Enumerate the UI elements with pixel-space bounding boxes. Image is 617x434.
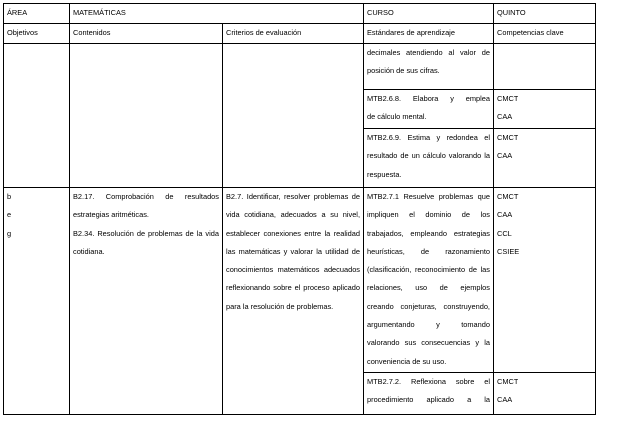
criterion-line: las matemáticas y valorar la utilidad de — [226, 246, 360, 256]
row5-competencies — [497, 373, 518, 410]
column-header-estandares: Estándares de aprendizaje — [367, 28, 455, 37]
header-subject: MATEMÁTICAS — [73, 8, 126, 17]
competency-code: CAA — [497, 210, 513, 220]
row2-competencies — [497, 90, 518, 127]
objective-code: e — [7, 210, 12, 220]
standard-line: heurísticas, de razonamiento — [367, 246, 490, 256]
column-divider — [222, 23, 223, 415]
competency-code: CAA — [497, 112, 513, 122]
content-line: B2.17. Comprobación de resultados — [73, 192, 219, 201]
table-border-left — [3, 3, 4, 415]
row3-competencies — [497, 129, 518, 166]
objective-code: b — [7, 192, 12, 201]
standard-line: posición de sus cifras. — [367, 66, 440, 76]
columns-divider — [3, 43, 596, 44]
column-header-criterios: Criterios de evaluación — [226, 28, 302, 37]
content-line: B2.34. Resolución de problemas de la vida — [73, 228, 219, 238]
standard-line: de cálculo mental. — [367, 112, 427, 122]
standard-line: decimales atendiendo al valor de — [367, 48, 490, 57]
criterion-line: B2.7. Identificar, resolver problemas de — [226, 192, 360, 201]
competency-code: CAA — [497, 395, 513, 405]
header-course-value: QUINTO — [497, 8, 526, 17]
standard-line: impliquen el dominio de los — [367, 210, 490, 220]
row4-objectives — [7, 188, 11, 243]
criterion-line: vida cotidiana, adecuados a su nivel, — [226, 210, 360, 220]
criterion-line: para la resolución de problemas. — [226, 301, 334, 311]
standard-line: (clasificación, reconocimiento de las — [367, 265, 490, 275]
column-header-competencias: Competencias clave — [497, 28, 564, 37]
header-course-label: CURSO — [367, 8, 394, 17]
criterion-line: establecer conexiones entre la realidad — [226, 228, 360, 238]
competency-code: CAA — [497, 151, 513, 161]
competency-code: CMCT — [497, 94, 519, 103]
standard-line: argumentando y tomando — [367, 320, 490, 330]
competency-code: CMCT — [497, 377, 519, 386]
row4-competencies — [497, 188, 519, 261]
row4-contents — [73, 188, 219, 261]
row5-standard — [367, 373, 490, 410]
standard-line: valorando sus consecuencias y la — [367, 338, 490, 348]
row2-standard — [367, 90, 490, 127]
column-header-contenidos: Contenidos — [73, 28, 111, 37]
column-divider — [363, 3, 364, 415]
criterion-line: reflexionando sobre el proceso aplicado — [226, 283, 360, 293]
row4-standard — [367, 188, 490, 371]
header-area: ÁREA — [7, 8, 28, 17]
row1-standard — [367, 44, 490, 81]
competency-code: CSIEE — [497, 246, 520, 256]
standard-line: relaciones, uso de ejemplos — [367, 283, 490, 293]
row3-standard — [367, 129, 490, 184]
row4-criteria — [226, 188, 360, 316]
table-border-bottom — [3, 414, 596, 415]
column-divider — [69, 3, 70, 415]
competency-code: CMCT — [497, 192, 519, 201]
standard-line: conveniencia de su uso. — [367, 356, 447, 366]
standard-line: MTB2.6.9. Estima y redondea el — [367, 133, 490, 142]
criterion-line: conocimientos matemáticos adecuados — [226, 265, 360, 275]
standard-line: MTB2.7.2. Reflexiona sobre el — [367, 377, 490, 386]
column-header-objetivos: Objetivos — [7, 28, 38, 37]
standard-line: MTB2.7.1 Resuelve problemas que — [367, 192, 490, 201]
table-border-right — [595, 3, 596, 415]
content-line: cotidiana. — [73, 246, 105, 256]
standard-line: creando conjeturas, construyendo, — [367, 301, 490, 311]
standard-line: respuesta. — [367, 169, 402, 179]
content-line: estrategias aritméticas. — [73, 210, 149, 220]
objective-code: g — [7, 228, 12, 238]
competency-code: CCL — [497, 228, 512, 238]
standard-line: resultado de un cálculo valorando la — [367, 151, 490, 161]
standard-line: MTB2.6.8. Elabora y emplea — [367, 94, 490, 103]
column-divider — [493, 3, 494, 415]
standard-line: procedimiento aplicado a la — [367, 395, 490, 405]
standard-line: trabajados, empleando estrategias — [367, 228, 490, 238]
competency-code: CMCT — [497, 133, 519, 142]
